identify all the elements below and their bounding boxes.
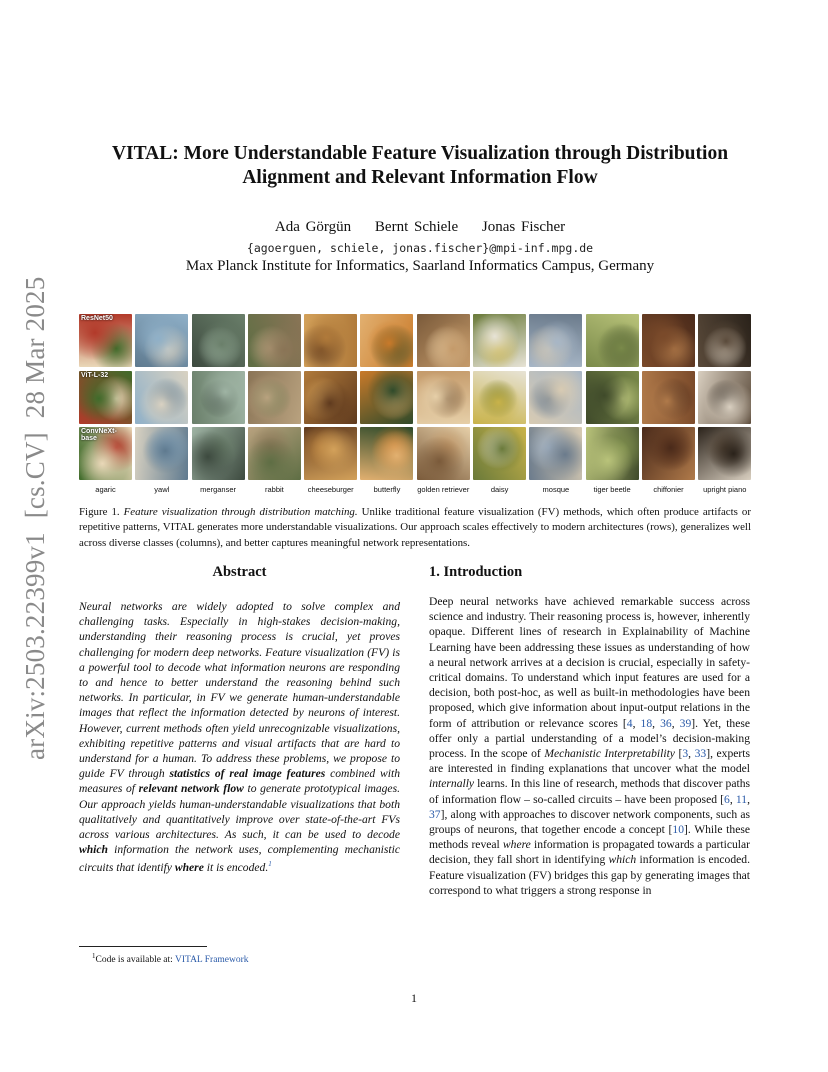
feature-visualization-image (642, 314, 695, 367)
feature-visualization-image (529, 427, 582, 480)
feature-visualization-image (642, 427, 695, 480)
feature-visualization-image (473, 314, 526, 367)
intro-segment: Deep neural networks have achieved remarkable success across science and industry. Their reasoning process is, however, inherently opaque. Different lines of research in Explainability of Machine Learning have been addressing these issues as understanding of how a neural network arrives at a decision is crucial, especially in safety-critical domains. To understand which input features are used for a decision, both post-hoc, as well as built-in methodologies have been proposed, which give information about input-output relations in the form of attribution or relevance scores [ (429, 595, 750, 730)
feature-visualization-image (417, 314, 470, 367)
feature-visualization-image (473, 371, 526, 424)
citation-link[interactable]: 3 (682, 747, 689, 761)
intro-emphasis: which (608, 853, 637, 867)
feature-visualization-image (192, 314, 245, 367)
model-row-label: ConvNeXt-base (81, 428, 117, 442)
citation-link[interactable]: 18 (640, 716, 653, 730)
abstract-segment: to generate prototypical images. Our approach yields human-understandable visualizations that both qualitatively and quantitatively improve over state-of-the-art FVs across various architectures. As such, it can be used to decode (79, 782, 400, 842)
abstract-emphasis: statistics of real image features (169, 767, 326, 781)
feature-visualization-image (417, 427, 470, 480)
class-label: merganser (200, 485, 237, 494)
class-label: rabbit (265, 485, 284, 494)
feature-visualization-image (304, 427, 357, 480)
feature-visualization-image (473, 427, 526, 480)
feature-visualization-image (642, 371, 695, 424)
footnote-marker[interactable]: 1 (268, 860, 272, 869)
feature-visualization-image (417, 371, 470, 424)
citation-link[interactable]: 11 (735, 792, 748, 806)
caption-lead: Feature visualization through distribution matching. (123, 506, 358, 518)
feature-visualization-image (79, 314, 132, 367)
intro-segment: ], along with approaches to discover network components, such as groups of neurons, that together encode a concept [ (429, 807, 750, 837)
abstract-text (79, 599, 400, 876)
class-label: cheeseburger (307, 485, 354, 494)
intro-emphasis: where (502, 838, 531, 852)
caption-body: Unlike traditional feature visualization (FV) methods, which often produce artifacts or repetitive patterns, VITAL generates more understandable visualizations. Our approach scales effectively to modern architectures (rows), generalizes well across diverse classes (columns), and better captures meaningful network representations. (79, 506, 751, 549)
citation-link[interactable]: 37 (429, 807, 441, 821)
title-line-1: VITAL: More Understandable Feature Visualization through Distribution (111, 143, 729, 164)
model-row-label: ViT-L-32 (81, 371, 109, 379)
introduction-text: Deep neural networks have achieved remarkable success across science and industry. Their reasoning process is, however, inherently opaque. Different lines of research in Explainability of Machine Learning have been addressing these issues as understanding of how a neural network arrives at a decision is crucial, especially in safety-critical domains. To understand which input features are used for a decision, both post-hoc, as well as built-in methodologies have been proposed, which give information about input-output relations in the form of attribution or relevance scores [4, 18, 36, 39]. Yet, these offer only a partial understanding of a model’s decision-making process. In the scope of Mechanistic Interpretability [3, 33], experts are interested in finding explanations that uncover what the model internally learns. In this line of research, methods that discover paths of information flow – so-called circuits – have been proposed [6, 11, 37], along with approaches to discover network components, such as groups of neurons, that together encode a concept [10]. While these methods reveal where information is propagated towards a particular decision, they fall short in identifying which information is encoded. Feature visualization (FV) bridges this gap by generating images that correspond to what triggers a strong response in (429, 595, 751, 897)
citation-link[interactable]: 6 (724, 792, 730, 806)
feature-visualization-image (248, 371, 301, 424)
feature-visualization-image (304, 371, 357, 424)
class-label: tiger beetle (593, 485, 631, 494)
caption-label: Figure 1. (79, 506, 120, 518)
class-label: upright piano (703, 485, 747, 494)
feature-visualization-image (529, 371, 582, 424)
abstract-segment: combined with measures of (79, 767, 400, 796)
feature-visualization-image (135, 371, 188, 424)
class-label: golden retriever (417, 485, 470, 494)
abstract-emphasis: where (174, 861, 204, 875)
abstract-segment: information the network uses, complementing mechanistic circuits that identify (79, 843, 400, 875)
code-link[interactable]: VITAL Framework (175, 955, 249, 966)
class-label: mosque (542, 485, 570, 494)
arxiv-identifier: arXiv:2503.22399v1 [cs.CV] 28 Mar 2025 (20, 276, 50, 760)
feature-visualization-image (135, 314, 188, 367)
author-1: Ada Görgün (274, 219, 352, 235)
feature-visualization-image (586, 371, 639, 424)
feature-visualization-image (79, 427, 132, 480)
feature-visualization-image (304, 314, 357, 367)
intro-segment: information is encoded. Feature visualization (FV) bridges this gap by generating images that correspond to what triggers a strong response in (429, 853, 751, 897)
citation-link[interactable]: 39 (679, 716, 692, 730)
abstract-segment: Neural networks are widely adopted to solve complex and challenging tasks. Especially in high-stakes decision-making, understanding their reasoning process is crucial, yet proves challenging for modern deep networks. Feature visualization (FV) is a powerful tool to decode what information neurons are responding to and hence to better understand the reasoning behind such networks. In particular, in FV we generate human-understandable images that reflect the information detected by neurons of interest. However, current methods often yield unrecognizable visualizations, exhibiting repetitive patterns and visual artifacts that are hard to understand for a human. To address these problems, we propose to guide FV through (79, 600, 400, 781)
feature-visualization-image (586, 314, 639, 367)
class-label: butterfly (373, 485, 401, 494)
intro-segment: learns. In this line of research, methods that discover paths of information flow – so-called circuits – have been proposed [ (429, 777, 750, 806)
feature-visualization-image (135, 427, 188, 480)
intro-segment: ]. Yet, these offer only a partial understanding of a model’s decision-making process. In the scope of (429, 716, 751, 761)
feature-visualization-image (248, 314, 301, 367)
citation-link[interactable]: 10 (672, 823, 684, 837)
feature-visualization-image (360, 314, 413, 367)
feature-visualization-image (79, 371, 132, 424)
model-row-label: ResNet50 (81, 315, 113, 322)
citation-link[interactable]: 36 (660, 716, 672, 730)
page-number: 1 (411, 991, 417, 1005)
feature-visualization-image (698, 371, 751, 424)
author-2: Bernt Schiele (374, 219, 459, 235)
feature-visualization-image (248, 427, 301, 480)
intro-segment: ]. While these methods reveal (429, 823, 751, 852)
feature-visualization-image (698, 314, 751, 367)
abstract-segment: it is encoded. (203, 861, 269, 875)
intro-segment: [ (674, 747, 683, 761)
abstract-emphasis: relevant network flow (138, 782, 244, 796)
class-label: chiffonier (653, 485, 684, 494)
citation-link[interactable]: 4 (626, 716, 633, 730)
figure-caption (79, 505, 751, 551)
abstract-emphasis: which (79, 843, 108, 857)
feature-visualization-image (360, 427, 413, 480)
feature-visualization-image (192, 371, 245, 424)
introduction-heading: 1. Introduction (429, 564, 523, 580)
abstract-heading: Abstract (212, 564, 267, 580)
figure-1-image-grid (79, 314, 749, 480)
affiliation: Max Planck Institute for Informatics, Saarland Informatics Campus, Germany (185, 258, 655, 274)
intro-emphasis: internally (429, 777, 475, 791)
feature-visualization-image (192, 427, 245, 480)
figure-class-labels (79, 485, 749, 494)
footnote-number: 1 (92, 952, 96, 960)
intro-segment: ], experts are interested in finding explanations that uncover what the model (429, 747, 750, 776)
footnote-rule (79, 946, 207, 947)
title-line-2: Alignment and Relevant Information Flow (242, 167, 598, 188)
footnote (92, 952, 249, 965)
author-3: Jonas Fischer (481, 219, 566, 235)
intro-segment: information is propagated towards a particular decision, they fall short in identifying (429, 838, 750, 867)
footnote-text: Code is available at: (95, 955, 175, 966)
feature-visualization-image (698, 427, 751, 480)
paper-title (90, 142, 750, 190)
feature-visualization-image (360, 371, 413, 424)
class-label: agaric (95, 485, 116, 494)
author-emails: {agoerguen, schiele, jonas.fischer}@mpi-inf.mpg.de (246, 241, 594, 255)
feature-visualization-image (586, 427, 639, 480)
class-label: daisy (490, 485, 509, 494)
intro-emphasis: Mechanistic Interpretability (544, 747, 675, 761)
feature-visualization-image (529, 314, 582, 367)
class-label: yawl (154, 485, 170, 494)
citation-link[interactable]: 33 (694, 747, 707, 761)
author-list (90, 219, 750, 236)
